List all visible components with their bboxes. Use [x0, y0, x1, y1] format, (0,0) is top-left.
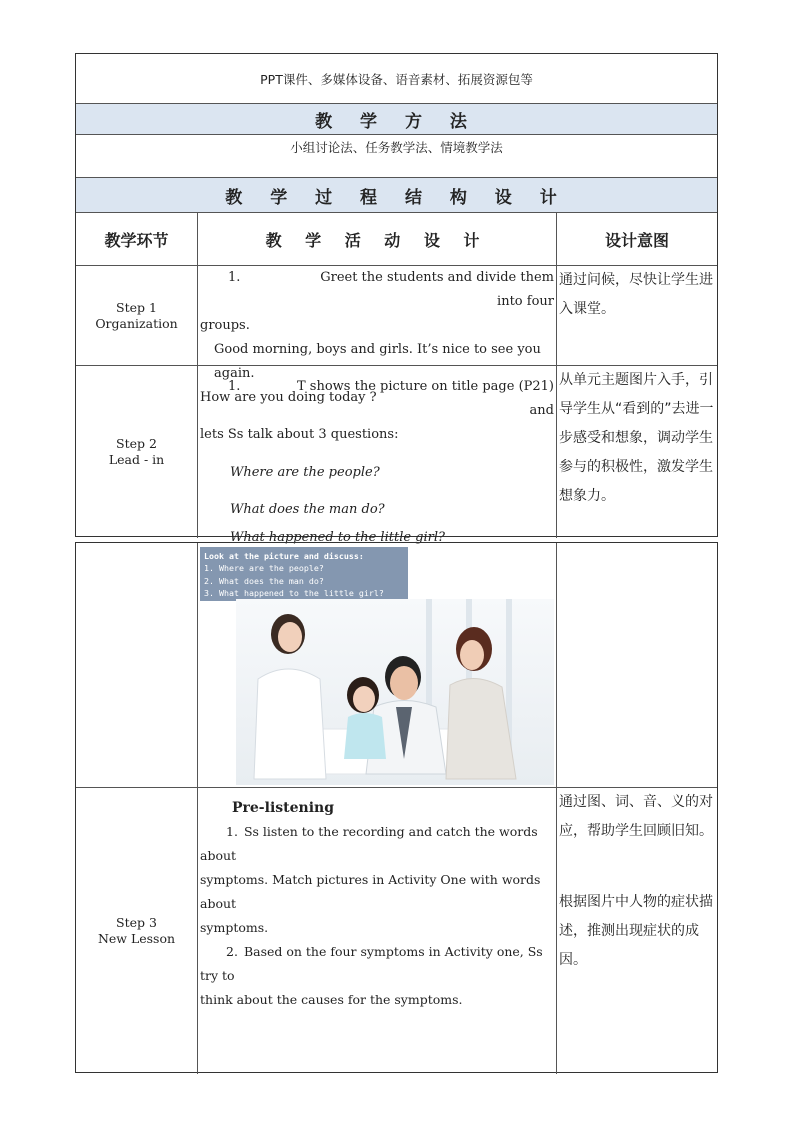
discussion-caption: Look at the picture and discuss: 1. Where are the people? 2. What does the man do? 3. What happened to the little girl?: [200, 547, 408, 601]
process-header: 教 学 过 程 结 构 设 计: [76, 178, 717, 213]
picture-row: [76, 543, 717, 788]
materials-row: [76, 54, 717, 104]
hospital-scene-illustration: [236, 599, 554, 785]
step3-activity: Pre-listening 1. Ss listen to the recording and catch the words about symptoms. Match pictures in Activity One with words about symptoms. 2. Based on the four symptoms in Activity one, Ss try to think about the causes for the symptoms.: [198, 788, 557, 1074]
method-header: 教 学 方 法: [76, 104, 717, 135]
methods-row: [76, 135, 717, 178]
step2-row: [76, 366, 717, 545]
question-2: What does the man do?: [230, 502, 385, 517]
step2-activity: 1. T shows the picture on title page (P21) and lets Ss talk about 3 questions: Where are the people? What does the man do? What happened to the little girl?: [198, 366, 557, 538]
step3-name: Step 3 New Lesson: [76, 788, 198, 1074]
column-header-row: [76, 213, 717, 266]
step1-intent: 通过问候，尽快让学生进入课堂。: [559, 272, 713, 317]
step1-activity: 1. Greet the students and divide them into four groups. Good morning, boys and girls. It’s nice to see you again. How are you doing today ?: [198, 266, 557, 365]
lesson-plan-table-bottom: [75, 542, 718, 1073]
step1-row: [76, 266, 717, 405]
question-3: What happened to the little girl?: [230, 530, 445, 545]
picture-cell: [198, 543, 557, 787]
col-header-intent: 设计意图: [604, 230, 669, 250]
col-header-activity: 教 学 活 动 设 计: [198, 213, 557, 265]
step2-intent: 从单元主题图片入手，引导学生从“看到的”去进一步感受和想象，调动学生参与的积极性，激发学生想象力。: [559, 372, 714, 504]
step2-name: Step 2 Lead - in: [76, 366, 198, 538]
question-1: Where are the people?: [230, 465, 380, 480]
lesson-plan-table-top: [75, 53, 718, 545]
col-header-section: 教学环节: [76, 213, 198, 265]
step3-intent: 通过图、词、音、义的对应，帮助学生回顾旧知。 根据图片中人物的症状描述，推测出现症状的成因。: [559, 794, 713, 968]
step3-row: [76, 788, 717, 1074]
methods-text: 小组讨论法、任务教学法、情境教学法: [290, 140, 503, 155]
step1-name: Step 1 Organization: [76, 266, 198, 365]
hospital-family-photo: [236, 599, 554, 785]
pre-listening-heading: Pre-listening: [232, 800, 334, 816]
materials-text: PPT课件、多媒体设备、语音素材、拓展资源包等: [260, 71, 533, 87]
